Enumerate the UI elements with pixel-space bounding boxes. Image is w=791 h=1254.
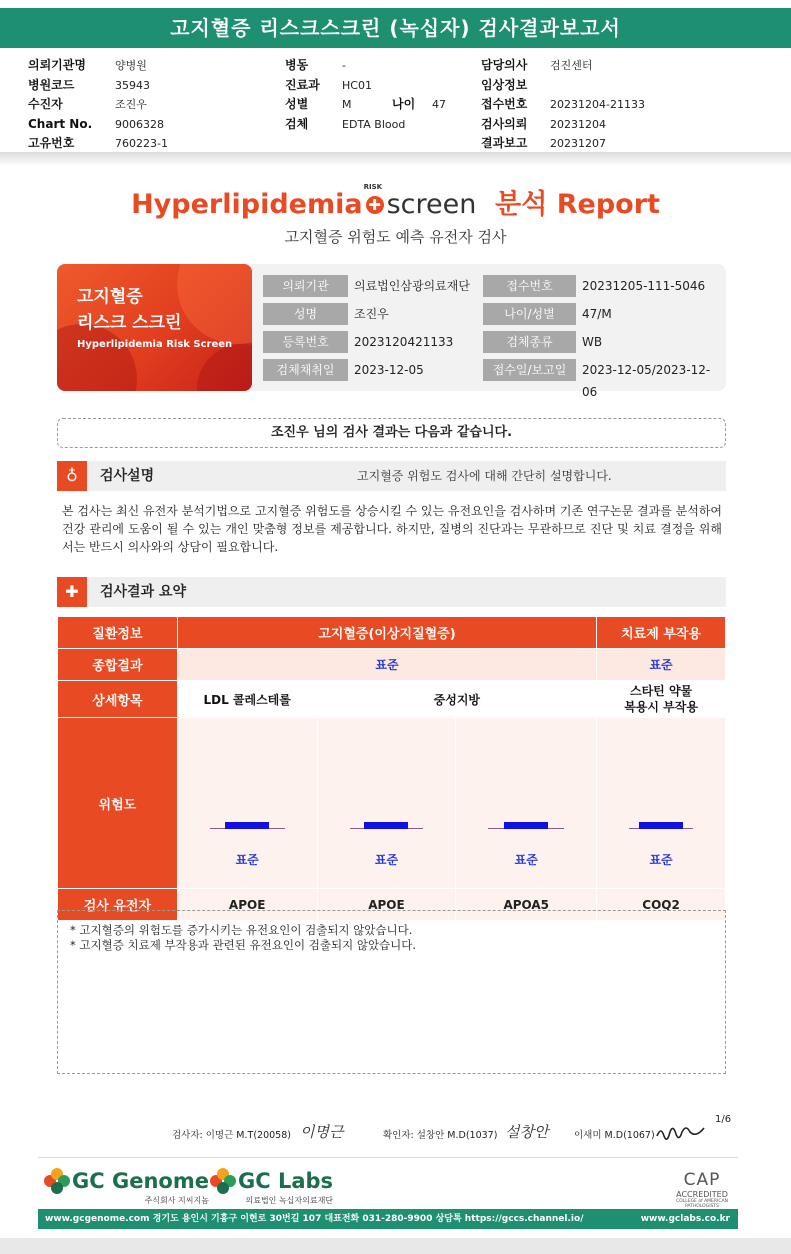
note-line: * 고지혈증의 위험도를 증가시키는 유전요인이 검출되지 않았습니다. [70, 923, 413, 937]
row-label-gene: 검사 유전자 [58, 889, 178, 921]
patient-info-grid [263, 272, 711, 399]
gc-genome-sub: 주식회사 지씨지놈 [144, 1196, 209, 1205]
gc-labs-logo [210, 1168, 334, 1205]
report-title [0, 182, 791, 221]
label-specimen: 검체 [285, 116, 309, 131]
confirmer-signature: 설창안 [505, 1123, 549, 1141]
footer-divider [38, 1157, 738, 1158]
product-name-line2: 리스크 스크린 [77, 313, 182, 333]
third-signature [655, 1122, 707, 1142]
label-sex: 성별 [285, 97, 309, 111]
gene-name: APOA5 [456, 889, 597, 921]
report-header-title: 고지혈증 리스크스크린 (녹십자) 검사결과보고서 [0, 8, 791, 48]
header-info-col2 [285, 56, 446, 134]
value-age: 47 [432, 98, 446, 111]
label-chart-no: Chart No. [28, 116, 93, 131]
value-hospital-code: 35943 [115, 78, 150, 92]
report-subtitle: 고지혈증 위험도 예측 유전자 검사 [284, 228, 507, 246]
label-ward: 병동 [285, 58, 309, 72]
risk-gauge-cell [177, 718, 317, 889]
cap-accredited-logo [667, 1170, 737, 1209]
risk-gauge-cell [317, 718, 456, 889]
risk-level: 표준 [235, 853, 259, 867]
label-patient: 수진자 [28, 97, 63, 111]
info-label: 검체채취일 [263, 359, 348, 381]
cap-college: COLLEGE of AMERICAN PATHOLOGISTS [676, 1199, 728, 1209]
detail-triglyceride: 중성지방 [317, 681, 597, 718]
label-doctor: 담당의사 [481, 58, 528, 72]
footer-contact: www.gcgenome.com 경기도 용인시 기흥구 이현로 30번길 107 대표전화 031-280-9900 상담톡 https://gccs.channel.io/ [45, 1214, 584, 1224]
label-unique-no: 고유번호 [28, 136, 75, 150]
gauge-marker [504, 822, 548, 829]
confirmer-name: 확인자: 설창안 M.D(1037) [383, 1130, 498, 1141]
value-doctor: 검진센터 [550, 59, 593, 72]
header-drug-side-effect: 치료제 부작용 [597, 617, 726, 649]
report-title-hyperlipidemia: Hyperlipidemia [131, 189, 363, 220]
info-label: 접수번호 [483, 275, 576, 297]
value-department: HC01 [342, 78, 372, 92]
gene-name: COQ2 [597, 889, 726, 921]
section-result-summary [57, 577, 726, 607]
product-card [57, 264, 252, 391]
overall-result-drug: 표준 [597, 649, 726, 681]
label-institution: 의뢰기관명 [28, 58, 86, 72]
gene-name: APOE [177, 889, 317, 921]
result-summary-table [57, 616, 726, 921]
risk-gauge-cell [597, 718, 726, 889]
info-value: 조진우 [354, 307, 389, 321]
info-value: 47/M [582, 307, 612, 321]
label-age: 나이 [392, 97, 416, 111]
stethoscope-icon: ♁ [57, 461, 87, 491]
info-value: WB [582, 335, 603, 349]
detail-statin: 스타틴 약물 복용시 부작용 [597, 681, 726, 718]
info-value: 의료법인삼광의료재단 [354, 279, 470, 293]
label-request-date: 검사의뢰 [481, 116, 528, 131]
report-title-screen: screen [386, 189, 477, 220]
info-label: 등록번호 [263, 331, 348, 353]
label-hospital-code: 병원코드 [28, 77, 75, 92]
header-disease-info: 질환정보 [58, 617, 178, 649]
info-label: 성명 [263, 303, 348, 325]
header-info-col1 [28, 56, 168, 154]
info-label: 접수일/보고일 [483, 359, 576, 381]
footer-website: www.gclabs.co.kr [640, 1214, 730, 1224]
detail-ldl: LDL 콜레스테롤 [177, 681, 317, 718]
gc-cross-icon [210, 1168, 236, 1194]
info-label: 나이/성별 [483, 303, 576, 325]
gauge-marker [639, 822, 683, 829]
gauge-marker [364, 822, 408, 829]
footer-bar [38, 1209, 738, 1229]
info-value: 2023120421133 [354, 335, 454, 349]
info-value: 2023-12-05/2023-12-06 [582, 363, 711, 399]
row-label-detail: 상세항목 [58, 681, 178, 718]
value-receipt-no: 20231204-21133 [550, 98, 645, 111]
label-clinical-info: 임상정보 [481, 77, 528, 92]
section-test-description [57, 461, 726, 491]
info-label: 검체종류 [483, 331, 576, 353]
section-title: 검사결과 요약 [100, 584, 187, 600]
row-label-overall: 종합결과 [58, 649, 178, 681]
info-value: 20231205-111-5046 [582, 279, 706, 293]
gc-cross-icon [44, 1168, 70, 1194]
risk-gauge-cell [456, 718, 597, 889]
value-ward: - [342, 59, 346, 72]
risk-tag: RISK [363, 183, 383, 191]
gc-genome-name: GC Genome [72, 1169, 209, 1193]
header-info-col3 [481, 56, 645, 154]
page-bottom-band [0, 1238, 791, 1254]
risk-level: 표준 [514, 853, 538, 867]
tester-signature: 이명근 [300, 1123, 344, 1141]
value-institution: 양병원 [115, 59, 147, 72]
result-banner: 조진우 님의 검사 결과는 다음과 같습니다. [57, 418, 726, 448]
header-hyperlipidemia: 고지혈증(이상지질혈증) [177, 617, 596, 649]
value-unique-no: 760223-1 [115, 137, 168, 150]
value-patient: 조진우 [115, 98, 147, 111]
cap-text: CAP [683, 1170, 721, 1190]
info-value: 2023-12-05 [354, 363, 424, 377]
report-title-report: 분석 Report [495, 189, 660, 220]
gc-genome-logo [44, 1168, 209, 1205]
note-line: * 고지혈증 치료제 부작용과 관련된 유전요인이 검출되지 않았습니다. [70, 938, 417, 952]
risk-level: 표준 [649, 853, 673, 867]
section-note: 고지혈증 위험도 검사에 대해 간단히 설명합니다. [357, 469, 612, 483]
header-divider [0, 152, 791, 166]
risk-plus-icon: RISK ✚ [363, 183, 383, 214]
product-name-en: Hyperlipidemia Risk Screen [77, 339, 233, 350]
value-report-date: 20231207 [550, 137, 606, 150]
row-label-risk: 위험도 [58, 718, 178, 889]
label-receipt-no: 접수번호 [481, 97, 528, 111]
gc-labs-name: GC Labs [238, 1169, 334, 1193]
gauge-marker [225, 822, 269, 829]
value-chart-no: 9006328 [115, 117, 164, 131]
third-signer-name: 이새미 M.D(1067) [574, 1130, 655, 1141]
value-request-date: 20231204 [550, 117, 606, 131]
info-label: 의뢰기관 [263, 275, 348, 297]
page-number: 1/6 [715, 1114, 732, 1125]
patient-summary-panel [57, 264, 726, 399]
gene-name: APOE [317, 889, 456, 921]
value-sex: M [342, 98, 352, 111]
result-notes [57, 910, 726, 1074]
overall-result-hyperlipidemia: 표준 [177, 649, 596, 681]
cap-accredited: ACCREDITED [676, 1190, 728, 1199]
label-department: 진료과 [285, 77, 320, 92]
test-description-text: 본 검사는 최신 유전자 분석기법으로 고지혈증 위험도를 상승시킬 수 있는 유전요인을 검사하며 기존 연구논문 결과를 분석하여 건강 관리에 도움이 될 수 있는 개인 맞춤형 정보를 제공합니다. 하지만, 질병의 진단과는 무관하므로 진단 및 치료 결정을 위해서는 반드시 의사와의 상담이 필요합니다. [62, 504, 723, 554]
value-specimen: EDTA Blood [342, 117, 406, 131]
risk-level: 표준 [374, 853, 399, 867]
medical-folder-icon: ✚ [57, 577, 87, 607]
tester-name: 검사자: 이명근 M.T(20058) [172, 1130, 291, 1141]
signature-row [0, 1120, 791, 1144]
label-report-date: 결과보고 [481, 136, 528, 150]
gc-labs-sub: 의료법인 녹십자의료재단 [245, 1196, 334, 1205]
section-title: 검사설명 [100, 468, 155, 484]
product-name-line1: 고지혈증 [77, 287, 143, 307]
